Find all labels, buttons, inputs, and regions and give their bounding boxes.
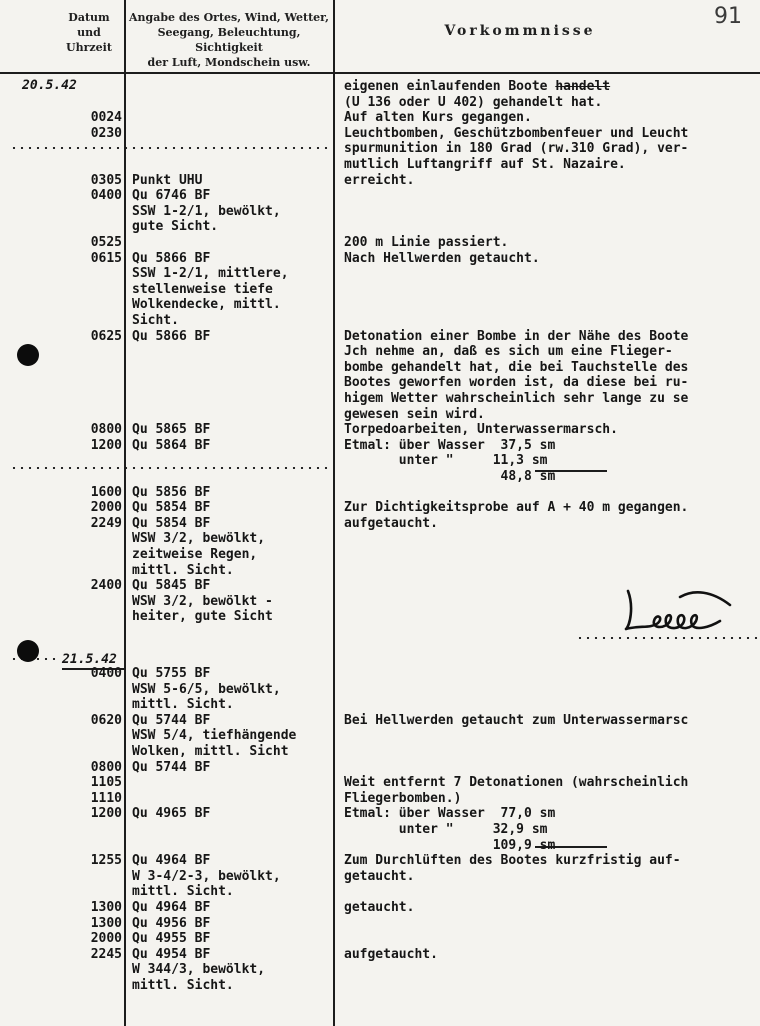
entry-event: Weit entfernt 7 Detonationen (wahrscheinlich [344,775,689,791]
struck-word: handelt [555,79,611,94]
entry-location: WSW 5-6/5, bewölkt, [132,681,281,697]
entry-time: 0305 [90,172,122,188]
handwritten-signature [620,585,740,635]
entry-location: mittl. Sicht. [132,697,234,713]
entry-time: 2000 [90,931,122,947]
header-col1-line3: Uhrzeit [66,41,112,54]
entry-event: mutlich Luftangriff auf St. Nazaire. [344,157,626,172]
entry-time: 2249 [90,515,122,531]
entry-event: aufgetaucht. [344,515,438,531]
page-number: 91 [714,4,742,29]
entry-event: 109,9 sm [344,837,556,853]
entry-location: Qu 6746 BF [132,188,211,204]
entry-time: 1110 [90,790,122,806]
header-col2-line3: der Luft, Mondschein usw. [147,56,311,69]
entry-event: unter " 32,9 sm [344,822,548,837]
entry-time: 1105 [90,775,122,791]
dotted-separator [10,147,330,149]
entry-event: Torpedoarbeiten, Unterwassermarsch. [344,422,618,438]
entry-event: (U 136 oder U 402) gehandelt hat. [344,94,603,110]
entry-location: WSW 3/2, bewölkt - [132,593,273,609]
entry-event: Fliegerbomben.) [344,790,462,806]
entry-location: Wolkendecke, mittl. [132,297,281,313]
entry-location: Qu 4964 BF [132,900,211,915]
entry-time: 0625 [90,328,122,344]
entry-event: Bei Hellwerden getaucht zum Unterwassermarsc [344,712,689,728]
entry-event: Zum Durchlüften des Bootes kurzfristig auf- [344,853,681,869]
entry-location: Qu 5856 BF [132,484,211,500]
entry-event: Etmal: über Wasser 77,0 sm [344,806,556,822]
date-entry-2: 21.5.42 [62,652,117,667]
entry-time: 2000 [90,500,122,516]
entry-location: Qu 4954 BF [132,946,211,962]
entry-time: 1200 [90,806,122,822]
entry-location: mittl. Sicht. [132,978,234,993]
entry-event [344,79,760,95]
entry-location: Qu 5744 BF [132,712,211,728]
entry-location: Sicht. [132,313,179,328]
entry-event: unter " 11,3 sm [344,453,548,469]
punch-hole [17,344,39,366]
entry-location: Wolken, mittl. Sicht [132,744,289,759]
entry-location: WSW 5/4, tiefhängende [132,728,297,744]
entry-event: Nach Hellwerden getaucht. [344,250,540,266]
punch-hole [17,640,39,662]
entry-event: higem Wetter wahrscheinlich sehr lange zu se [344,391,689,406]
entry-event: Leuchtbomben, Geschützbombenfeuer und Leucht [344,125,689,141]
entry-location: Qu 5755 BF [132,666,211,681]
entry-location: SSW 1-2/1, mittlere, [132,266,289,282]
header-col1-line2: und [77,26,101,39]
entry-time: 1255 [90,853,122,869]
entry-event: erreicht. [344,172,415,188]
entry-event: Jch nehme an, daß es sich um eine Flieger- [344,344,673,360]
entry-location: Qu 5864 BF [132,437,211,453]
entry-event: Bootes geworfen worden ist, da diese bei ru- [344,375,689,391]
entry-location: mittl. Sicht. [132,884,234,900]
entry-event: Auf alten Kurs gegangen. [344,110,532,126]
entry-time: 1600 [90,484,122,500]
entry-time: 1300 [90,900,122,915]
entry-location: gute Sicht. [132,219,219,235]
entry-event: bombe gehandelt hat, die bei Tauchstelle des [344,359,689,375]
entry-location: Punkt UHU [132,172,203,188]
entry-event: 48,8 sm [344,469,556,484]
entry-location: Qu 4956 BF [132,915,211,931]
entry-event: getaucht. [344,900,415,915]
header-location-weather [126,10,332,70]
entry-event: getaucht. [344,868,415,884]
entry-location: WSW 3/2, bewölkt, [132,531,266,547]
header-date-time [56,10,122,55]
entry-location: zeitweise Regen, [132,547,258,562]
entry-location: heiter, gute Sicht [132,609,273,625]
entry-time: 0800 [90,422,122,438]
entry-event: Etmal: über Wasser 37,5 sm [344,437,556,453]
entry-event: aufgetaucht. [344,946,438,962]
entry-location: SSW 1-2/1, bewölkt, [132,203,281,219]
entry-time: 2400 [90,578,122,594]
entry-location: Qu 4964 BF [132,853,211,869]
entry-time: 1300 [90,915,122,931]
entry-location: Qu 5866 BF [132,328,211,344]
entry-event: 200 m Linie passiert. [344,235,509,250]
entry-location: W 3-4/2-3, bewölkt, [132,868,281,884]
entry-location: Qu 5845 BF [132,578,211,594]
entry-event: spurmunition in 180 Grad (rw.310 Grad), ver- [344,141,689,157]
entry-location: Qu 5865 BF [132,422,211,438]
entry-event: Detonation einer Bombe in der Nähe des Boote [344,328,689,344]
entry-time: 0400 [90,188,122,204]
header-events: Vorkommnisse [444,23,596,39]
entry-location: W 344/3, bewölkt, [132,962,266,978]
entry-time: 0525 [90,235,122,250]
dotted-separator [576,637,760,639]
entry-location: mittl. Sicht. [132,562,234,578]
entry-location: Qu 5744 BF [132,759,211,775]
date-entry-1: 20.5.42 [22,78,77,93]
entry-time: 0615 [90,250,122,266]
entry-location: Qu 5854 BF [132,515,211,531]
entry-event: gewesen sein wird. [344,406,485,422]
event-text: eigenen einlaufenden Boote handelt [344,79,611,94]
entry-time: 0230 [90,125,122,141]
header-rule [0,72,760,74]
header-col1-line1: Datum [68,11,110,24]
column-rule-1 [124,0,126,1026]
entry-location: stellenweise tiefe [132,281,273,297]
column-rule-2 [333,0,335,1026]
entry-location: Qu 5866 BF [132,250,211,266]
entry-time: 2245 [90,946,122,962]
entry-location: Qu 4955 BF [132,931,211,947]
entry-time: 0024 [90,110,122,126]
entry-time: 0620 [90,712,122,728]
entry-event: Zur Dichtigkeitsprobe auf A + 40 m gegangen. [344,500,689,516]
entry-location: Qu 4965 BF [132,806,211,822]
entry-time: 0800 [90,759,122,775]
entry-time: 0400 [90,666,122,681]
dotted-separator [10,467,330,469]
entry-location: Qu 5854 BF [132,500,211,516]
entry-time: 1200 [90,437,122,453]
header-col2-line1: Angabe des Ortes, Wind, Wetter, [128,11,330,24]
header-col2-line2: Seegang, Beleuchtung, Sichtigkeit [157,26,301,54]
